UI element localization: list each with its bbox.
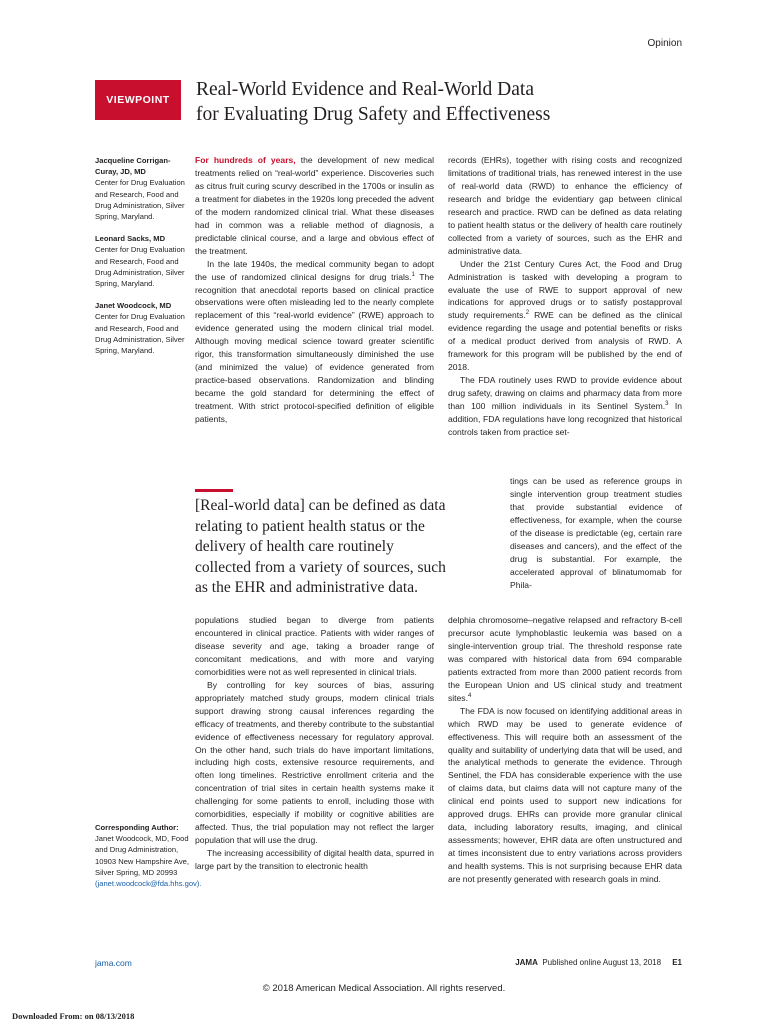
pullquote-line-5: as the EHR and administrative data.: [195, 579, 418, 596]
corresponding-text: Janet Woodcock, MD, Food and Drug Administration, 10903 New Hampshire Ave, Silver Spring, MD 20993: [95, 834, 189, 877]
column-2-paragraph-4-text: delphia chromosome–negative relapsed and refractory B-cell precursor acute lymphoblastic leukemia was based on a single-intervention group trial. The threshold response rate was compared with historical data from 694 comparable patients extracted from more than 2000 patient records from the European Union and US clinical study and treatment sites.: [448, 615, 682, 703]
pullquote-line-1: [Real-world data] can be defined as data: [195, 497, 446, 514]
column-2-middle-text: tings can be used as reference groups in single intervention group treatment studies that provide substantial evidence of effectiveness, for example, when the course of the disease is predictable (eg, certain rare diseases and cancers), and the effect of the drug is substantial. For example, the accelerated approval of blinatumomab for Phila-: [510, 476, 682, 590]
column-2-paragraph-2: [448, 258, 682, 375]
column-2-paragraph-2-text-b: RWE can be defined as the clinical evidence regarding the usage and potential benefits or risks of a medical product derived from analysis of RWD. A framework for this program will be published by the end of 2018.: [448, 310, 682, 373]
title-line-2: for Evaluating Drug Safety and Effectiveness: [196, 104, 551, 125]
column-1-top: [195, 154, 434, 426]
reference-1: 1: [411, 271, 415, 278]
page-number: E1: [672, 958, 682, 967]
column-1-bottom: [195, 614, 434, 873]
download-stamp: Downloaded From: on 08/13/2018: [12, 1011, 135, 1021]
author-3: [95, 300, 190, 356]
pullquote-line-3: delivery of health care routinely: [195, 538, 394, 555]
paragraph-3: populations studied began to diverge from patients encountered in clinical practice. Patients with wider ranges of disease severity and age, taking a broader range of concomitant medications, and with more and varying comorbidities were not as well represented in clinical trials.: [195, 615, 434, 677]
paragraph-2: [195, 258, 434, 426]
paragraph-5: The increasing accessibility of digital health data, spurred in large part by the transition to electronic health: [195, 848, 434, 872]
title-line-1: Real-World Evidence and Real-World Data: [196, 79, 534, 100]
site-link[interactable]: jama.com: [95, 958, 132, 968]
article-title: [196, 77, 676, 127]
column-2-paragraph-3-text-a: The FDA routinely uses RWD to provide evidence about drug safety, drawing on claims and pharmacy data from more than 100 million individuals in its Sentinel System.: [448, 375, 682, 412]
reference-3: 3: [665, 401, 669, 408]
reference-2: 2: [525, 310, 530, 317]
lead-in: For hundreds of years,: [195, 155, 296, 165]
paragraph-2-text-b: The recognition that anecdotal reports based on clinical practice observations were often misleading led to the nearly complete replacement of this “real-world evidence” (RWE) approach to evidence generated using the modern clinical trial model. Although moving medical science toward greater scientific rigor, this transformation simultaneously diminished the use (and minimized the value) of evidence generated from practice-based observations. Randomization and blinding became the gold standard for determining the effect of treatment. With strict protocol-specified definition of eligible patients,: [195, 271, 434, 425]
section-label: Opinion: [647, 38, 682, 49]
corresponding-label: Corresponding Author:: [95, 823, 179, 832]
column-2-bottom: [448, 614, 682, 886]
column-2-paragraph-4: [448, 614, 682, 705]
author-2: [95, 233, 190, 289]
reference-4: 4: [467, 692, 472, 699]
author-1: [95, 155, 190, 222]
column-2-top: [448, 154, 682, 439]
viewpoint-badge: VIEWPOINT: [95, 80, 181, 120]
pullquote-line-2: relating to patient health status or the: [195, 517, 425, 535]
author-list: [95, 155, 190, 367]
journal-name: JAMA: [515, 958, 538, 967]
author-name: Janet Woodcock, MD: [95, 301, 172, 311]
author-affiliation: Center for Drug Evaluation and Research, Food and Drug Administration, Silver Spring, Maryland.: [95, 312, 185, 356]
publication-date: Published online August 13, 2018: [542, 958, 662, 967]
author-affiliation: Center for Drug Evaluation and Research, Food and Drug Administration, Silver Spring, Maryland.: [95, 178, 185, 222]
column-2-paragraph-3: [448, 374, 682, 439]
paragraph-1: [195, 154, 434, 258]
corresponding-author: [95, 822, 202, 889]
author-affiliation: Center for Drug Evaluation and Research, Food and Drug Administration, Silver Spring, Maryland.: [95, 245, 185, 289]
pullquote-line-4: collected from a variety of sources, such: [195, 558, 446, 576]
journal-footer: [515, 958, 682, 967]
paragraph-1-text: the development of new medical treatments relied on “real-world” experience. Discoveries such as citrus fruit curing scurvy described in the 1700s or insulin as a treatment for diabetes in the 1920s long preceded the advent of the modern randomized clinical trial. What these diseases had in common was a reliable method of diagnosis, a predictable clinical course, and a large and obvious effect of the treatment.: [195, 155, 434, 256]
paragraph-2-text-a: In the late 1940s, the medical community began to adopt the use of randomized clinical designs for drug trials.: [195, 258, 434, 282]
paragraph-4: By controlling for key sources of bias, assuring appropriately matched study groups, modern clinical trials support drawing strong causal inferences regarding the efficacy of treatments, and thereby contribute to the substantial evidence of effectiveness necessary for regulatory approval. On the other hand, such trials do have important limitations, including high costs, extensive resource requirements, and often long timelines. Restrictive enrollment criteria and the concentration of trial sites in certain health systems make it challenging for some patients to enroll, including those with comorbidities, especially if mobility or cognitive abilities are affected. Thus, the trial population may not reflect the larger population that will use the drug.: [195, 679, 434, 846]
column-2-paragraph-1: records (EHRs), together with rising costs and recognized limitations of traditional trials, has renewed interest in the use of real-world data (RWD) to enhance the efficiency of research and bridge the evidentiary gap between clinical research and practice. RWD can be defined as data relating to patient health status or the delivery of health care routinely collected from a variety of sources, such as the EHR and administrative data.: [448, 155, 682, 256]
author-name: Leonard Sacks, MD: [95, 234, 166, 244]
column-2-paragraph-2-text-a: Under the 21st Century Cures Act, the Food and Drug Administration is tasked with developing a program to evaluate the use of RWE to support approval of new indications for approved drugs or to satisfy postapproval study requirements.: [448, 258, 682, 321]
column-2-paragraph-5: The FDA is now focused on identifying additional areas in which RWD may be used to generate evidence of effectiveness. This will require both an assessment of the quality and suitability of underlying data that will be used, and the analytical methods to generate the evidence. Through Sentinel, the FDA has considerable experience with the use of claims data, but claims data will not capture many of the clinical end points used to support new indications for approved drugs. EHRs can provide more granular clinical data, including laboratory results, imaging, and clinical assessments; however, EHR data are often unstructured and at times inconsistent due to entry variations across providers and health systems. This is not surprising because EHR data are not presently generated with research goals in mind.: [448, 705, 682, 885]
column-2-middle: [510, 475, 682, 592]
author-name: Jacqueline Corrigan-Curay, JD, MD: [95, 156, 171, 177]
copyright-notice: © 2018 American Medical Association. All rights reserved.: [262, 983, 506, 994]
column-2-paragraph-3-text-b: In addition, FDA regulations have long recognized that historical controls taken from practice set-: [448, 401, 682, 438]
corresponding-email-link[interactable]: (janet.woodcock@fda.hhs.gov).: [95, 879, 202, 889]
pullquote: [195, 496, 495, 599]
pullquote-rule: [195, 489, 233, 492]
